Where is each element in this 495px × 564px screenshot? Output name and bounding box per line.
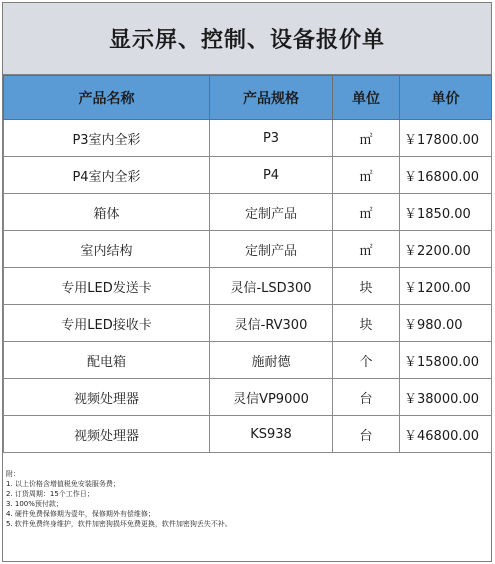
header-unit: 单位	[333, 76, 400, 120]
cell-unit: ㎡	[333, 231, 400, 268]
table-row	[4, 157, 492, 194]
note-item: 3. 100%预付款；	[6, 500, 63, 508]
cell-product-name: 视频处理器	[4, 379, 210, 416]
cell-unit-price: ￥2200.00	[400, 231, 492, 268]
cell-unit: 块	[333, 268, 400, 305]
cell-unit: ㎡	[333, 194, 400, 231]
cell-unit: ㎡	[333, 120, 400, 157]
cell-product-name: 箱体	[4, 194, 210, 231]
cell-unit-price: ￥17800.00	[400, 120, 492, 157]
terms-notes	[3, 439, 491, 561]
cell-unit: 个	[333, 342, 400, 379]
table-row	[4, 305, 492, 342]
table-row	[4, 120, 492, 157]
cell-unit: 块	[333, 305, 400, 342]
cell-product-name: 视频处理器	[4, 416, 210, 453]
cell-product-spec: 灵信-RV300	[210, 305, 333, 342]
table-row	[4, 342, 492, 379]
cell-unit-price: ￥15800.00	[400, 342, 492, 379]
cell-unit-price: ￥16800.00	[400, 157, 492, 194]
notes-heading: 附：	[6, 470, 20, 478]
cell-product-spec: 灵信VP9000	[210, 379, 333, 416]
note-item: 5. 软件免费终身维护，软件加密狗损坏免费更换，软件加密狗丢失不补。	[6, 520, 232, 528]
cell-unit: 台	[333, 379, 400, 416]
cell-product-name: P3室内全彩	[4, 120, 210, 157]
table-row	[4, 231, 492, 268]
table-row	[4, 379, 492, 416]
cell-product-name: 专用LED发送卡	[4, 268, 210, 305]
cell-product-name: 室内结构	[4, 231, 210, 268]
cell-unit-price: ￥1850.00	[400, 194, 492, 231]
cell-unit-price: ￥46800.00	[400, 416, 492, 453]
cell-product-spec: 定制产品	[210, 231, 333, 268]
header-product-spec: 产品规格	[210, 76, 333, 120]
header-unit-price: 单价	[400, 76, 492, 120]
cell-product-spec: KS938	[210, 416, 333, 453]
sheet-title: 显示屏、控制、设备报价单	[3, 3, 491, 75]
cell-product-spec: 定制产品	[210, 194, 333, 231]
table-header-row	[4, 76, 492, 120]
table-row	[4, 268, 492, 305]
cell-product-spec: P3	[210, 120, 333, 157]
cell-unit-price: ￥1200.00	[400, 268, 492, 305]
price-table	[3, 75, 492, 453]
cell-product-name: 配电箱	[4, 342, 210, 379]
cell-product-name: 专用LED接收卡	[4, 305, 210, 342]
cell-unit: 台	[333, 416, 400, 453]
header-product-name: 产品名称	[4, 76, 210, 120]
cell-unit-price: ￥38000.00	[400, 379, 492, 416]
note-item: 2. 订货周期：15个工作日；	[6, 490, 94, 498]
cell-unit-price: ￥980.00	[400, 305, 492, 342]
note-item: 4. 硬件免费保修期为壹年，保修期外有偿维修；	[6, 510, 155, 518]
cell-product-spec: P4	[210, 157, 333, 194]
table-row	[4, 194, 492, 231]
note-item: 1. 以上价格含增值税免安装服务费；	[6, 480, 120, 488]
cell-product-spec: 灵信-LSD300	[210, 268, 333, 305]
cell-unit: ㎡	[333, 157, 400, 194]
quotation-sheet	[2, 2, 492, 562]
cell-product-name: P4室内全彩	[4, 157, 210, 194]
cell-product-spec: 施耐德	[210, 342, 333, 379]
